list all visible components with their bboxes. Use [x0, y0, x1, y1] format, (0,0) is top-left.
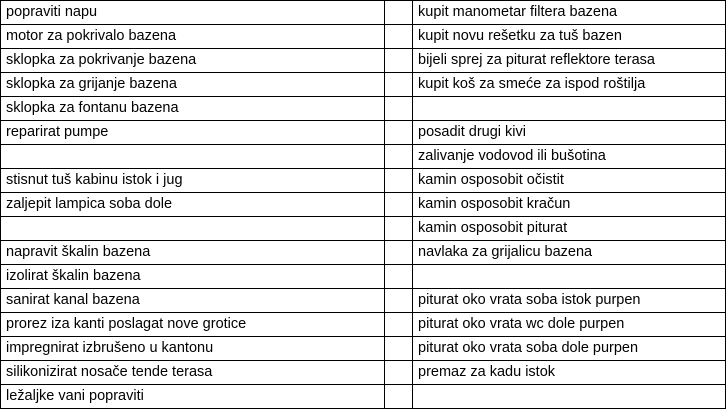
cell-left[interactable]: reparirat pumpe	[1, 121, 385, 145]
cell-gap[interactable]	[385, 313, 413, 337]
cell-gap[interactable]	[385, 241, 413, 265]
cell-right[interactable]: kupit novu rešetku za tuš bazen	[413, 25, 726, 49]
table-row	[1, 25, 726, 49]
cell-gap[interactable]	[385, 121, 413, 145]
cell-gap[interactable]	[385, 193, 413, 217]
cell-right[interactable]: kupit manometar filtera bazena	[413, 1, 726, 25]
cell-left[interactable]	[1, 145, 385, 169]
cell-right[interactable]: kamin osposobit očistit	[413, 169, 726, 193]
table-row	[1, 337, 726, 361]
cell-right[interactable]: piturat oko vrata soba istok purpen	[413, 289, 726, 313]
table-row	[1, 313, 726, 337]
cell-gap[interactable]	[385, 337, 413, 361]
cell-gap[interactable]	[385, 73, 413, 97]
cell-gap[interactable]	[385, 97, 413, 121]
cell-left[interactable]: popraviti napu	[1, 1, 385, 25]
table-row	[1, 289, 726, 313]
table-row	[1, 97, 726, 121]
cell-right[interactable]: kupit koš za smeće za ispod roštilja	[413, 73, 726, 97]
cell-gap[interactable]	[385, 265, 413, 289]
cell-left[interactable]: napravit škalin bazena	[1, 241, 385, 265]
cell-gap[interactable]	[385, 49, 413, 73]
table-row	[1, 193, 726, 217]
cell-right[interactable]: bijeli sprej za piturat reflektore terasa	[413, 49, 726, 73]
cell-gap[interactable]	[385, 385, 413, 409]
cell-left[interactable]: zaljepit lampica soba dole	[1, 193, 385, 217]
table-row	[1, 49, 726, 73]
cell-left[interactable]: sklopka za grijanje bazena	[1, 73, 385, 97]
table-row	[1, 241, 726, 265]
cell-gap[interactable]	[385, 169, 413, 193]
cell-right[interactable]: navlaka za grijalicu bazena	[413, 241, 726, 265]
table-row	[1, 265, 726, 289]
cell-right[interactable]	[413, 265, 726, 289]
cell-left[interactable]: motor za pokrivalo bazena	[1, 25, 385, 49]
cell-gap[interactable]	[385, 289, 413, 313]
cell-gap[interactable]	[385, 25, 413, 49]
table-row	[1, 217, 726, 241]
table-row	[1, 73, 726, 97]
cell-gap[interactable]	[385, 361, 413, 385]
cell-right[interactable]	[413, 385, 726, 409]
cell-right[interactable]: piturat oko vrata soba dole purpen	[413, 337, 726, 361]
cell-right[interactable]: zalivanje vodovod ili bušotina	[413, 145, 726, 169]
cell-right[interactable]	[413, 97, 726, 121]
cell-left[interactable]: impregnirat izbrušeno u kantonu	[1, 337, 385, 361]
table-row	[1, 1, 726, 25]
table-row	[1, 361, 726, 385]
cell-right[interactable]: piturat oko vrata wc dole purpen	[413, 313, 726, 337]
table-row	[1, 385, 726, 409]
cell-right[interactable]: posadit drugi kivi	[413, 121, 726, 145]
cell-left[interactable]: ležaljke vani popraviti	[1, 385, 385, 409]
cell-right[interactable]: kamin osposobit piturat	[413, 217, 726, 241]
cell-left[interactable]: sklopka za pokrivanje bazena	[1, 49, 385, 73]
cell-gap[interactable]	[385, 1, 413, 25]
cell-left[interactable]: sanirat kanal bazena	[1, 289, 385, 313]
cell-right[interactable]: kamin osposobit kračun	[413, 193, 726, 217]
cell-left[interactable]: stisnut tuš kabinu istok i jug	[1, 169, 385, 193]
cell-left[interactable]: izolirat škalin bazena	[1, 265, 385, 289]
table-row	[1, 169, 726, 193]
cell-gap[interactable]	[385, 217, 413, 241]
cell-left[interactable]: prorez iza kanti poslagat nove grotice	[1, 313, 385, 337]
cell-left[interactable]: sklopka za fontanu bazena	[1, 97, 385, 121]
cell-gap[interactable]	[385, 145, 413, 169]
cell-right[interactable]: premaz za kadu istok	[413, 361, 726, 385]
cell-left[interactable]	[1, 217, 385, 241]
table-row	[1, 145, 726, 169]
table-row	[1, 121, 726, 145]
cell-left[interactable]: silikonizirat nosače tende terasa	[1, 361, 385, 385]
